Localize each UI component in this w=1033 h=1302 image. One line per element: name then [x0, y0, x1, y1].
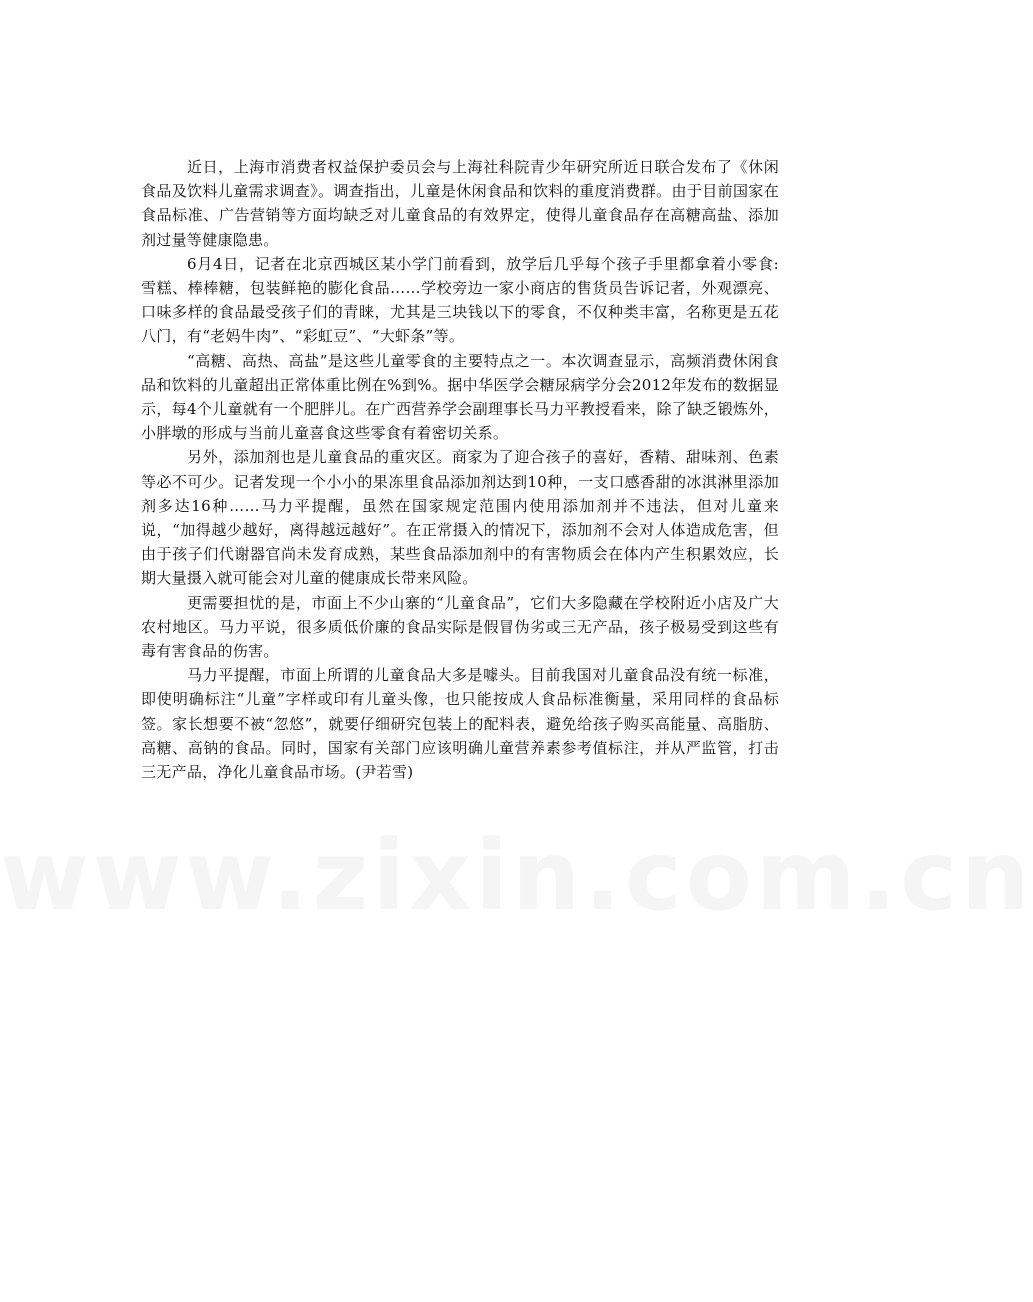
paragraph-5: 更需要担忧的是，市面上不少山寨的“儿童食品”，它们大多隐藏在学校附近小店及广大农村地区。马力平说，很多质低价廉的食品实际是假冒伪劣或三无产品，孩子极易受到这些有毒有害食品的伤害。 [141, 593, 779, 661]
paragraph-4: 另外，添加剂也是儿童食品的重灾区。商家为了迎合孩子的喜好，香精、甜味剂、色素等必不可少。记者发现一个小小的果冻里食品添加剂达到10种，一支口感香甜的冰淇淋里添加剂多达16种……马力平提醒，虽然在国家规定范围内使用添加剂并不违法，但对儿童来说，“加得越少越好，离得越远越好”。在正常摄入的情况下，添加剂不会对人体造成危害，但由于孩子们代谢器官尚未发育成熟，某些食品添加剂中的有害物质会在体内产生积累效应，长期大量摄入就可能会对儿童的健康成长带来风险。 [141, 448, 779, 588]
watermark: www.zixin.com.cn [0, 820, 1033, 932]
paragraph-1: 近日，上海市消费者权益保护委员会与上海社科院青少年研究所近日联合发布了《休闲食品及饮料儿童需求调查》。调查指出，儿童是休闲食品和饮料的重度消费群。由于目前国家在食品标准、广告营销等方面均缺乏对儿童食品的有效界定，使得儿童食品存在高糖高盐、添加剂过量等健康隐患。 [141, 158, 779, 249]
paragraph-6: 马力平提醒，市面上所谓的儿童食品大多是噱头。目前我国对儿童食品没有统一标准，即使明确标注“儿童”字样或印有儿童头像，也只能按成人食品标准衡量，采用同样的食品标签。家长想要不被“忽悠”，就要仔细研究包装上的配料表，避免给孩子购买高能量、高脂肪、高糖、高钠的食品。同时，国家有关部门应该明确儿童营养素参考值标注，并从严监管，打击三无产品，净化儿童食品市场。(尹若雪) [141, 666, 779, 782]
paragraph-3: “高糖、高热、高盐”是这些儿童零食的主要特点之一。本次调查显示，高频消费休闲食品和饮料的儿童超出正常体重比例在%到%。据中华医学会糖尿病学分会2012年发布的数据显示，每4个儿童就有一个肥胖儿。在广西营养学会副理事长马力平教授看来，除了缺乏锻炼外，小胖墩的形成与当前儿童喜食这些零食有着密切关系。 [141, 351, 779, 443]
paragraph-2: 6月4日，记者在北京西城区某小学门前看到，放学后几乎每个孩子手里都拿着小零食: 雪糕、棒棒糖，包装鲜艳的膨化食品……学校旁边一家小商店的售货员告诉记者，外观漂亮、口味多样的食品最受孩子们的青睐，尤其是三块钱以下的零食，不仅种类丰富，名称更是五花八门，有“老妈牛肉”、“彩虹豆”、“大虾条”等。 [141, 254, 779, 346]
article-body [141, 155, 779, 784]
